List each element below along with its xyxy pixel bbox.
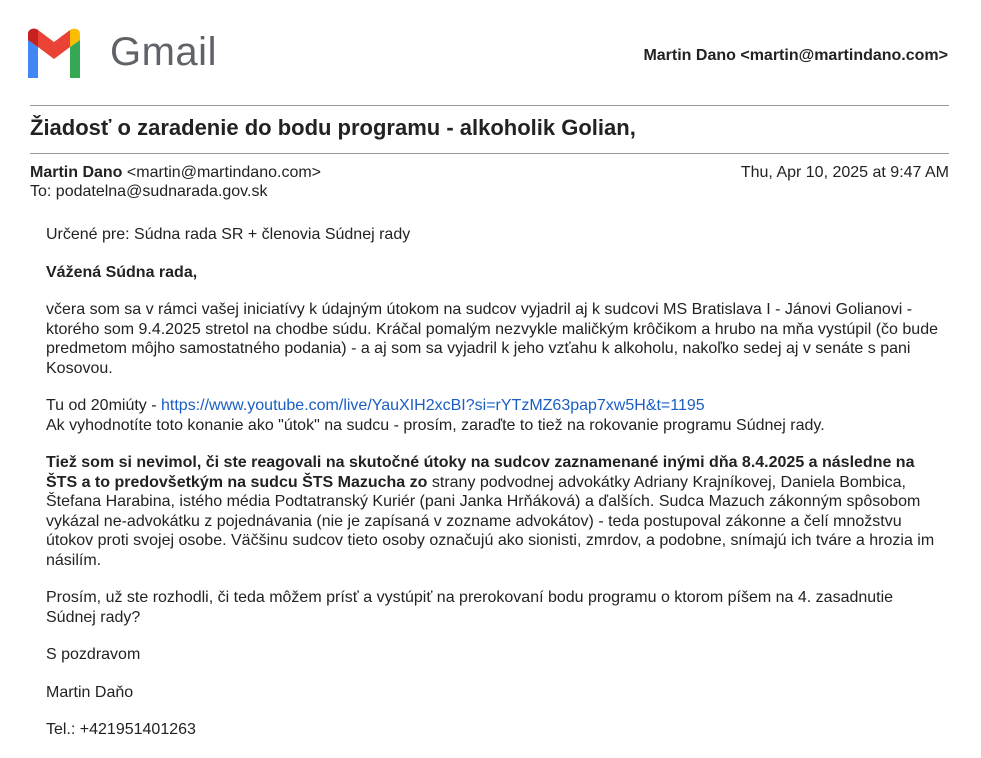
body-paragraph-2-prefix: Tu od 20miúty - <box>46 397 162 414</box>
gmail-wordmark: Gmail <box>110 30 217 74</box>
email-date: Thu, Apr 10, 2025 at 9:47 AM <box>740 164 949 181</box>
body-paragraph-3 <box>46 453 946 570</box>
body-paragraph-2 <box>46 396 946 435</box>
body-salutation: Vážená Súdna rada, <box>46 263 198 281</box>
body-paragraph-1: včera som sa v rámci vašej iniciatívy k údajným útokom na sudcov vyjadril aj k sudcovi MS Bratislava I - Jánovi Golianovi - ktorého som 9.4.2025 stretol na chodbe súdu. Kráčal pomalým nezvykle maličkým krôčikom a hrubo na mňa vystúpil (čo bude predmetom môjho samostatného podania) - a aj som sa vyjadril k jeho vzťahu k alkoholu, nakoľko sedej aj v senáte s pani Kosovou. <box>46 301 938 377</box>
body-paragraph-4: Prosím, už ste rozhodli, či teda môžem prísť a vystúpiť na prerokovaní bodu programu o ktorom píšem na 4. zasadnutie Súdnej rady? <box>46 589 894 626</box>
youtube-link[interactable]: https://www.youtube.com/live/YauXIH2xcBI?si=rYTzMZ63pap7xw5H&t=1195 <box>161 397 705 414</box>
sender-email: <martin@martindano.com> <box>126 164 322 181</box>
body-intro: Určené pre: Súdna rada SR + členovia Súdnej rady <box>46 226 411 243</box>
gmail-logo-icon <box>24 28 84 78</box>
signature-name: Martin Daňo <box>46 683 134 701</box>
body-paragraph-2-rest: Ak vyhodnotíte toto konanie ako "útok" na sudcu - prosím, zaraďte to tiež na rokovanie programu Súdnej rady. <box>46 416 825 434</box>
divider-top <box>30 105 949 106</box>
recipient: To: podatelna@sudnarada.gov.sk <box>30 183 268 200</box>
signature-phone: Tel.: +421951401263 <box>46 721 196 738</box>
sender <box>30 164 321 182</box>
email-subject: Žiadosť o zaradenie do bodu programu - alkoholik Golian, <box>30 115 636 140</box>
account-label: Martin Dano <martin@martindano.com> <box>643 47 948 64</box>
body-paragraph-3-bold: Tiež som si nevimol, či ste reagovali na skutočné útoky na sudcov zaznamenané inými dňa 8.4.2025 a následne na ŠTS a to predovšetkým na sudcu ŠTS Mazucha zo <box>46 454 915 491</box>
email-body <box>46 225 946 758</box>
sender-name: Martin Dano <box>30 164 123 181</box>
divider-mid <box>30 153 949 154</box>
body-closing: S pozdravom <box>46 646 141 663</box>
body-paragraph-3-rest: strany podvodnej advokátky Adriany Krajníkovej, Daniela Bombica, Štefana Harabina, istého média Podtatranský Kuriér (pani Janka Hrňáková) a ďalších. Sudca Mazuch zákonným spôsobom vykázal ne-advokátku z pojednávania (nie je zapísaná v zozname advokátov) - teda postupoval zákonne a čelí množstvu útokov proti svojej osobe. Väčšinu sudcov tieto osoby označujú ako sionisti, zmrdov, a podobne, snímajú ich tváre a hrozia im násilím. <box>46 473 935 569</box>
